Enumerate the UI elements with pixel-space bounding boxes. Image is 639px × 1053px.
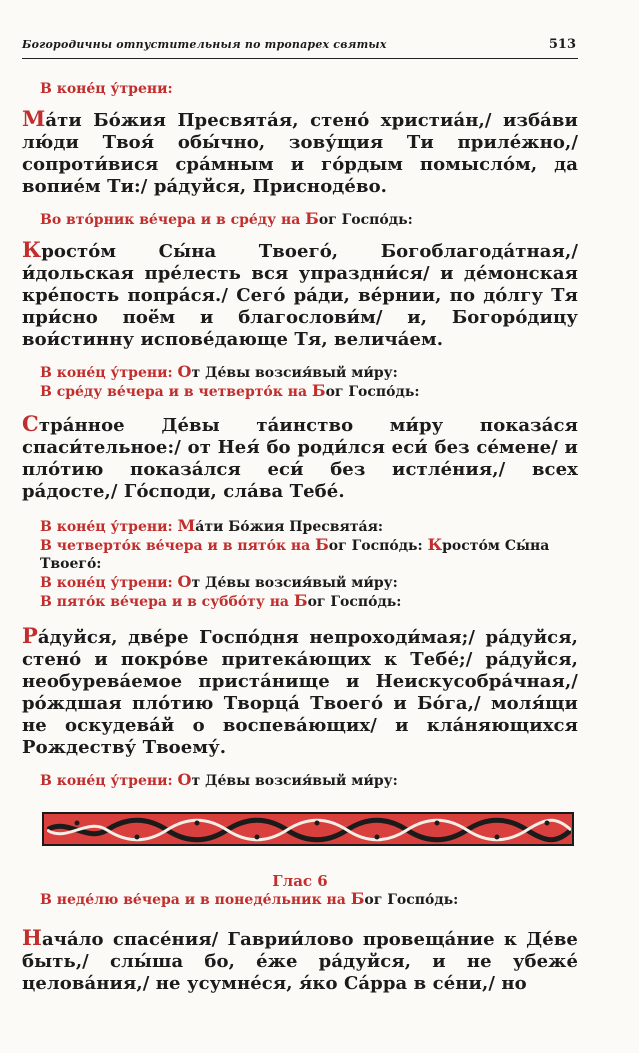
ornament-vine-icon [47,817,571,843]
page-content [22,80,578,995]
theotokion-3: Стра́нное Де́вы та́инство ми́ру показа́ся спаси́тельное:/ от Нея́ бо роди́лся еси́ без се́мене/ и пло́тию показа́лся еси́ без истле́ния,/ всех ра́досте,/ Го́споди, сла́ва Тебе́. [22,411,578,502]
rubric-wednesday-evening: В сре́ду ве́чера и в четверто́к на Бог Госпо́дь: [40,381,420,400]
rubric-end-of-matins-1: В коне́ц у́трени: [40,81,173,97]
rubric-friday-evening: В пято́к ве́чера и в суббо́ту на Бог Госпо́дь: [40,591,402,610]
rubric-end-of-matins-3: В коне́ц у́трени: Ма́ти Бо́жия Пресвята́я: [40,516,384,535]
rubric-sunday-evening: В неде́лю ве́чера и в понеде́льник на Бог Госпо́дь: [40,889,459,908]
drop-initial: К [22,237,42,262]
drop-initial: Р [22,623,38,648]
rubric-end-of-matins-5: В коне́ц у́трени: От Де́вы возсия́вый ми́ру: [40,770,398,789]
theotokion-2: Кросто́м Сы́на Твоего́, Богоблагода́тная,/ и́дольская пре́лесть вся упраздни́ся/ и де́монская кре́пость попра́ся./ Сего́ ра́ди, ве́рнии, по до́лгу Тя при́сно поё́м и благослови́м/ и, Богоро́дицу вои́стинну испове́дающе Тя, велича́ем. [22,237,578,350]
tone-heading: Глас 6 [272,872,328,890]
header-title: Богородичны отпустительныя по тропарех святых [22,38,387,51]
drop-initial: Н [22,925,42,950]
decorative-ornament-band [42,812,574,846]
page-number: 513 [548,37,576,52]
rubric-tuesday-evening: Во вто́рник ве́чера и в сре́ду на Бог Госпо́дь: [40,209,413,228]
drop-initial: С [22,411,39,436]
rubric-end-of-matins-4: В коне́ц у́трени: От Де́вы возсия́вый ми́ру: [40,572,398,591]
rubric-end-of-matins-2: В коне́ц у́трени: От Де́вы возсия́вый ми́ру: [40,362,398,381]
theotokion-6: Нача́ло спасе́ния/ Гаврии́лово провеща́ние к Де́ве быть,/ слы́ша бо, е́же ра́дуйся, и не убеже́ целова́ния,/ не усумне́ся, я́ко Са́рра в се́ни,/ но [22,925,578,994]
theotokion-4: Ра́дуйся, две́ре Госпо́дня непроходи́мая;/ ра́дуйся, стено́ и покро́ве притека́ющих к Тебе́;/ ра́дуйся, необурева́емое приста́нище и Неискусобра́чная,/ ро́ждшая пло́тию Творца́ Твоего́ и Бо́га,/ моля́щи не оскудева́й о воспева́ющих/ и кла́няющихся Рождеству́ Твоему́. [22,623,578,758]
drop-initial: М [22,106,46,131]
theotokion-1: Ма́ти Бо́жия Пресвята́я, стено́ христиа́н,/ изба́ви лю́ди Твоя́ обы́чно, зову́щия Ти приле́жно,/ сопроти́вися сра́мным и го́рдым помысло́м, да вопие́м Ти:/ ра́дуйся, Присноде́во. [22,106,578,197]
rubric-thursday-evening: В четверто́к ве́чера и в пято́к на Бог Госпо́дь: Кросто́м Сы́на Твоего́: [40,535,550,572]
running-header [22,36,578,59]
